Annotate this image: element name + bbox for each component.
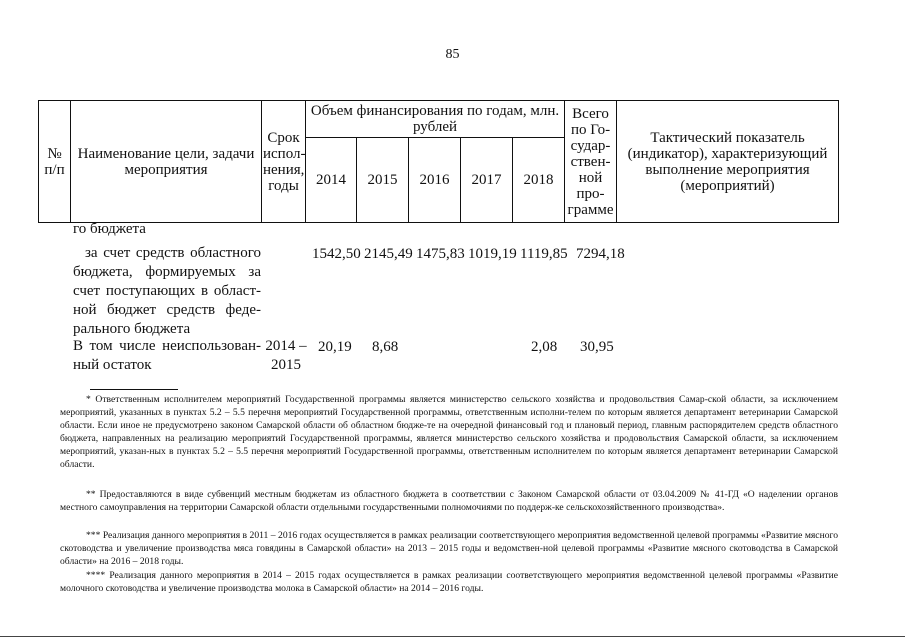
row-term: 2014 – 2015 (265, 338, 307, 373)
row-value-total: 7294,18 (576, 246, 625, 262)
header-year-2016: 2016 (409, 138, 461, 223)
header-finance: Объем финансирования по годам, млн. рублей (306, 101, 565, 138)
row-value-total: 30,95 (580, 339, 614, 355)
row-value-2017: 1019,19 (468, 246, 517, 262)
continuation-text: го бюджета (73, 221, 146, 237)
row-value-2015: 2145,49 (364, 246, 413, 262)
header-total: Всего по Го-судар-ствен-ной про-грамме (565, 101, 617, 223)
page-bottom-rule (0, 636, 905, 637)
row-value-2015: 8,68 (372, 339, 399, 355)
footnote-divider (90, 389, 178, 390)
row-value-2016: 1475,83 (416, 246, 465, 262)
footnote-2: ** Предоставляются в виде субвенций местным бюджетам из областного бюджета в соответствии с Законом Самарской области от 03.04.2009 № 41-ГД «О наделении органов местного самоуправления на территории Самарской области отдельными государственными полномочиями по поддерж-ке сельскохозяйственного производства». (60, 489, 838, 514)
header-year-2018: 2018 (513, 138, 565, 223)
table-header (38, 100, 839, 223)
footnote-3: *** Реализация данного мероприятия в 2011 – 2016 годах осуществляется в рамках реализации соответствующего мероприятия ведомственной целевой программы «Развитие мясного скотоводства и увеличение производства мяса говядины в Самарской области» на 2013 – 2015 годы и ведомствен-ной целевой программы «Развитие мясного скотоводства в Самарской области» на 2016 – 2018 годы. (60, 530, 838, 568)
row-value-2018: 1119,85 (520, 246, 568, 262)
footnote-1: * Ответственным исполнителем мероприятий Государственной программы является министерство сельского хозяйства и продовольствия Самар-ской области, за исключением мероприятий, указанных в пунктах 5.2 – 5.5 перечня мероприятий Государственной программы, ответственным исполни-телем по которым является департамент ветеринарии Самарской области. Если иное не предусмотрено законом Самарской области об областном бюдже-те на очередной финансовый год и плановый период, главным распорядителем средств областного бюджета, направленных на реализацию мероприятий Государственной программы, является министерство сельского хозяйства и продовольствия Самарской области, за исключением мероприятий, указан-ных в пунктах 5.2 – 5.5 перечня мероприятий Государственной программы, ответственным исполнителем по которым является департамент ветеринарии Самарской области. (60, 394, 838, 471)
header-year-2014: 2014 (306, 138, 357, 223)
row-value-2018: 2,08 (531, 339, 558, 355)
row-value-2014: 1542,50 (312, 246, 361, 262)
row-label: В том числе неиспользован-ный остаток (73, 338, 261, 373)
row-label: за счет средств областного бюджета, формируемых за счет поступающих в област-ной бюджет средств феде-рального бюджета (73, 245, 261, 337)
page-number: 85 (445, 47, 460, 62)
header-year-2017: 2017 (461, 138, 513, 223)
row-value-2014: 20,19 (318, 339, 352, 355)
header-indicator: Тактический показатель (индикатор), характеризующий выполнение мероприятия (мероприятий) (617, 101, 839, 223)
footnote-4: **** Реализация данного мероприятия в 2014 – 2015 годах осуществляется в рамках реализации соответствующего мероприятия ведомственной целевой программы «Развитие молочного скотоводства и увеличение производства молока в Самарской области» на 2014 – 2016 годы. (60, 570, 838, 595)
header-year-2015: 2015 (357, 138, 409, 223)
header-number: № п/п (39, 101, 71, 223)
header-term: Срок испол-нения, годы (262, 101, 306, 223)
header-name: Наименование цели, задачи мероприятия (71, 101, 262, 223)
